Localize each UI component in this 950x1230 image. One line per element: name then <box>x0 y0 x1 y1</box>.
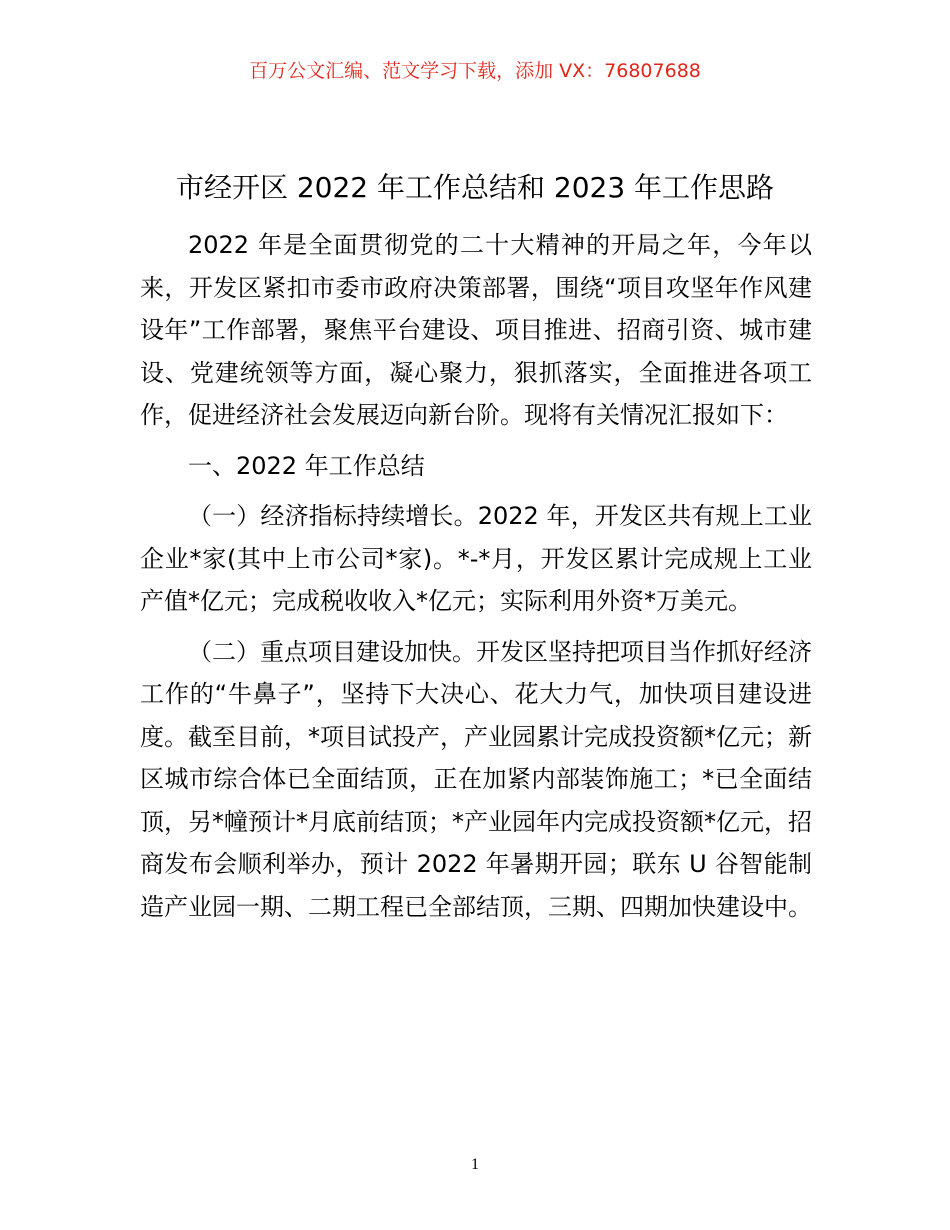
document-body <box>140 224 812 928</box>
section-heading: 一、2022 年工作总结 <box>188 451 425 480</box>
spacer <box>140 437 812 445</box>
header-banner: 百万公文汇编、范文学习下载，添加 VX：76807688 <box>249 60 701 82</box>
intro-paragraph: 2022 年是全面贯彻党的二十大精神的开局之年，今年以来，开发区紧扣市委市政府决策部署，围绕“项目攻坚年作风建设年”工作部署，聚焦平台建设、项目推进、招商引资、城市建设、党建统领等方面，凝心聚力，狠抓落实，全面推进各项工作，促进经济社会发展迈向新台阶。现将有关情况汇报如下： <box>140 231 812 429</box>
spacer <box>140 487 812 495</box>
spacer <box>140 623 812 631</box>
subsection-paragraph-2: （二）重点项目建设加快。开发区坚持把项目当作抓好经济工作的“牛鼻子”，坚持下大决心、花大力气，加快项目建设进度。截至目前，*项目试投产，产业园累计完成投资额*亿元；新区城市综合体已全面结顶，正在加紧内部装饰施工；*已全面结顶，另*幢预计*月底前结顶；*产业园年内完成投资额*亿元，招商发布会顺利举办，预计 2022 年暑期开园；联东 U 谷智能制造产业园一期、二期工程已全部结顶，三期、四期加快建设中。 <box>140 637 812 921</box>
subsection-paragraph-1: （一）经济指标持续增长。2022 年，开发区共有规上工业企业*家(其中上市公司*家)。*-*月，开发区累计完成规上工业产值*亿元；完成税收收入*亿元；实际利用外资*万美元。 <box>140 502 812 615</box>
page-number: 1 <box>471 1156 479 1173</box>
document-title: 市经开区 2022 年工作总结和 2023 年工作思路 <box>175 171 775 204</box>
